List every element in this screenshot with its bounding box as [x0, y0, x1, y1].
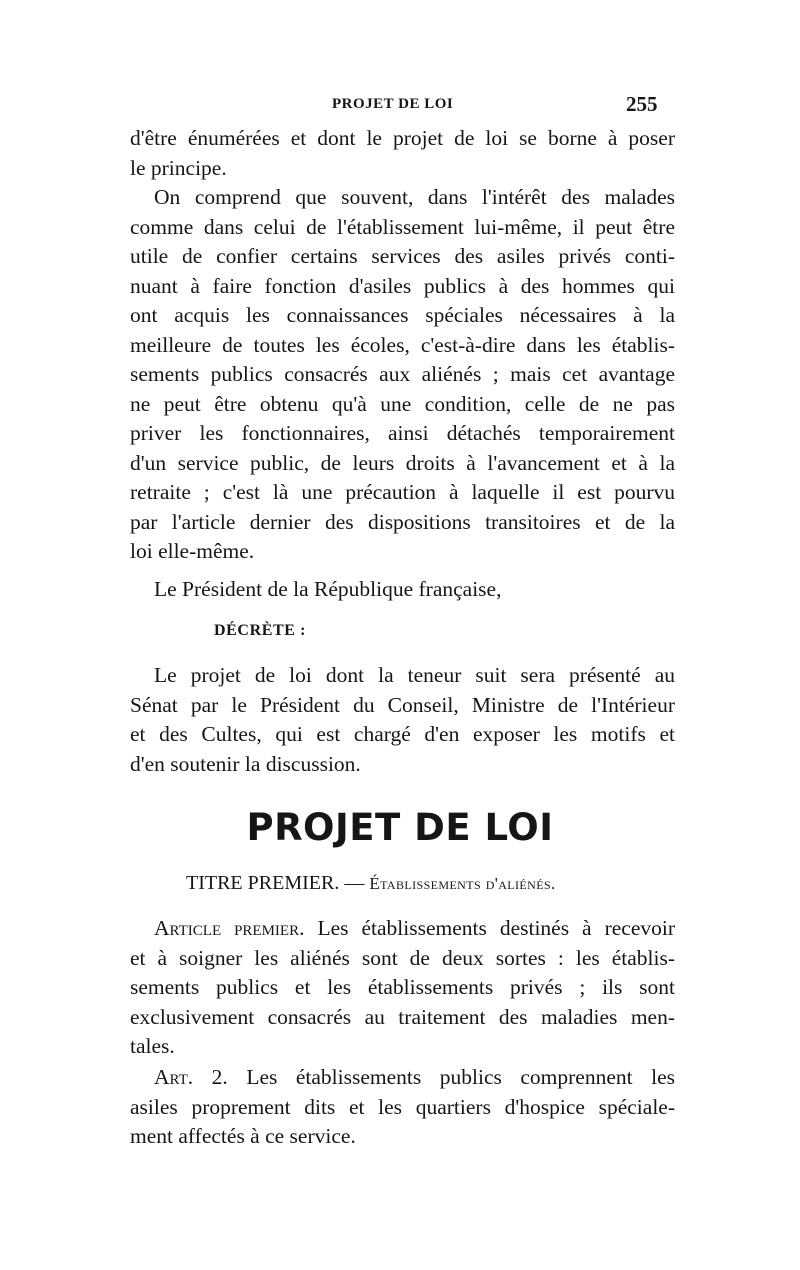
text-line: priver les fonctionnaires, ainsi détachés temporairement [130, 421, 675, 445]
titre-main: TITRE PREMIER. — [186, 872, 365, 894]
text-line: Sénat par le Président du Conseil, Ministre de l'Intérieur [130, 692, 675, 717]
text-line: sements publics consacrés aux aliénés ; mais cet avantage [130, 362, 675, 386]
text-line: ont acquis les connaissances spéciales nécessaires à la [130, 303, 675, 327]
article-2-first-line [130, 1063, 675, 1093]
text-line: d'un service public, de leurs droits à l'avancement et à la [130, 450, 675, 475]
text-line: Le projet de loi dont la teneur suit sera présenté au [154, 663, 675, 687]
article-1-label: Article premier. [154, 916, 305, 940]
intro-text [130, 124, 675, 183]
article-1-text: Les établissements destinés à recevoir [304, 916, 675, 940]
decree-paragraph [130, 661, 675, 779]
page-number: 255 [626, 92, 658, 116]
titre-subtitle: Établissements d'aliénés. [369, 874, 556, 893]
article-1-first-line [130, 914, 675, 944]
text-line: et des Cultes, qui est chargé d'en exposer les motifs et [130, 722, 675, 746]
explanatory-paragraph [130, 183, 675, 567]
text-line: meilleure de toutes les écoles, c'est-à-dire dans les établis- [130, 332, 675, 357]
text-line: utile de confier certains services des asiles privés conti- [130, 244, 675, 268]
text-line: retraite ; c'est là une précaution à laquelle il est pourvu [130, 480, 675, 504]
text-line: par l'article dernier des dispositions transitoires et de la [130, 509, 675, 534]
president-line: Le Président de la République française, [154, 577, 502, 601]
text-line: le principe. [130, 155, 227, 180]
text-line: On comprend que souvent, dans l'intérêt des malades [154, 185, 675, 209]
article-2 [130, 1063, 675, 1152]
article-2-label: Art. [154, 1065, 194, 1089]
section-title: PROJET DE LOI [246, 806, 554, 849]
text-line: asiles proprement dits et les quartiers d'hospice spéciale- [130, 1094, 675, 1119]
text-line: d'en soutenir la discussion. [130, 751, 361, 776]
running-title: PROJET DE LOI [332, 96, 454, 112]
text-line: d'être énumérées et dont le projet de loi se borne à poser [130, 126, 675, 150]
text-line: et à soigner les aliénés sont de deux sortes : les établis- [130, 945, 675, 970]
titre-heading [186, 872, 556, 895]
text-line: sements publics et les établissements privés ; ils sont [130, 975, 675, 999]
text-line: exclusivement consacrés au traitement des maladies men- [130, 1004, 675, 1029]
decrete-heading: DÉCRÈTE : [214, 622, 307, 639]
article-1 [130, 914, 675, 1062]
article-2-text: 2. Les établissements publics comprennent les [193, 1065, 675, 1089]
running-header [0, 90, 800, 120]
text-line: comme dans celui de l'établissement lui-même, il peut être [130, 214, 675, 239]
text-line: ment affectés à ce service. [130, 1124, 356, 1148]
text-line: loi elle-même. [130, 539, 255, 563]
text-line: nuant à faire fonction d'asiles publics à des hommes qui [130, 273, 675, 298]
text-line: tales. [130, 1034, 175, 1058]
text-line: ne peut être obtenu qu'à une condition, celle de ne pas [130, 391, 675, 416]
